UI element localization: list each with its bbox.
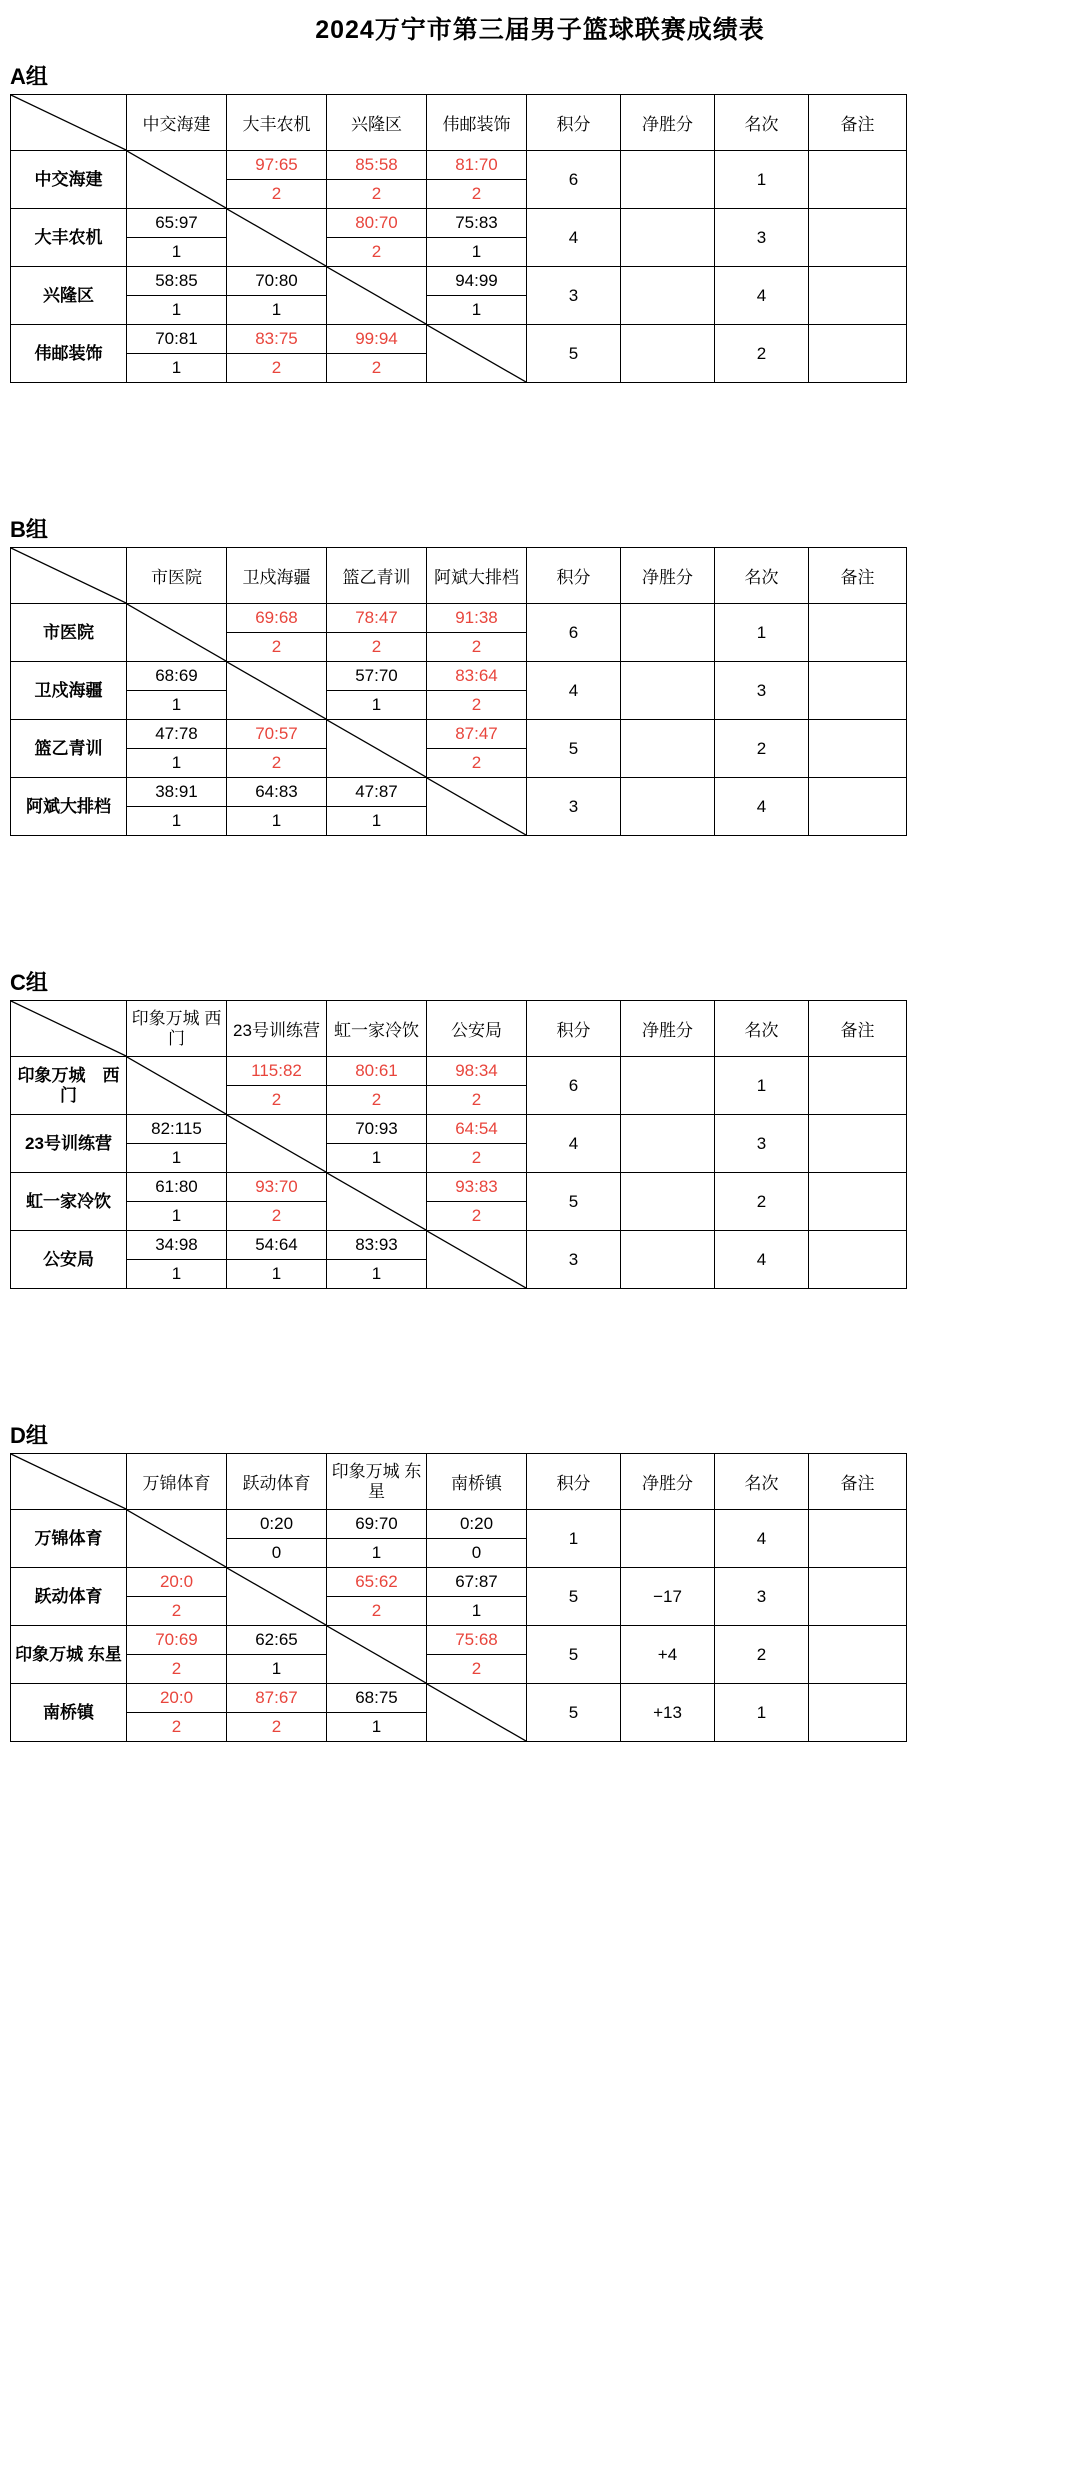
row-team-name: 印象万城 东星 [11,1626,127,1684]
standings-table-d [10,1453,907,1742]
score-cell: 70:57 [227,720,327,749]
point-cell: 1 [127,1260,227,1289]
points-cell: 5 [527,1684,621,1742]
point-cell: 2 [227,749,327,778]
diff-cell [621,778,715,836]
table-row [11,1173,907,1202]
diff-cell [621,325,715,383]
self-cell [227,662,327,720]
diff-cell [621,267,715,325]
score-cell: 81:70 [427,151,527,180]
points-cell: 4 [527,662,621,720]
rank-cell: 4 [715,267,809,325]
page-title: 2024万宁市第三届男子篮球联赛成绩表 [315,16,765,44]
point-cell: 1 [427,296,527,325]
header-opponent-3: 兴隆区 [327,95,427,151]
point-cell: 2 [227,354,327,383]
point-cell: 2 [427,749,527,778]
table-row [11,325,907,354]
score-cell: 68:75 [327,1684,427,1713]
self-cell [427,778,527,836]
section-spacer [0,1299,1080,1419]
header-diff: 净胜分 [621,95,715,151]
score-cell: 115:82 [227,1057,327,1086]
score-cell: 65:62 [327,1568,427,1597]
table-header-row [11,1001,907,1057]
diff-cell: +4 [621,1626,715,1684]
point-cell: 1 [227,807,327,836]
row-team-name: 篮乙青训 [11,720,127,778]
point-cell: 2 [227,1202,327,1231]
rank-cell: 2 [715,325,809,383]
self-cell [127,604,227,662]
header-points: 积分 [527,95,621,151]
score-cell: 70:69 [127,1626,227,1655]
score-cell: 83:64 [427,662,527,691]
rank-cell: 4 [715,1510,809,1568]
note-cell [809,720,907,778]
table-header-row [11,1454,907,1510]
self-cell [127,1057,227,1115]
header-rank: 名次 [715,1454,809,1510]
header-opponent-2: 23号训练营 [227,1001,327,1057]
note-cell [809,209,907,267]
points-cell: 6 [527,151,621,209]
note-cell [809,1057,907,1115]
point-cell: 2 [427,691,527,720]
note-cell [809,662,907,720]
rank-cell: 4 [715,1231,809,1289]
score-cell: 67:87 [427,1568,527,1597]
point-cell: 0 [427,1539,527,1568]
point-cell: 1 [427,1597,527,1626]
point-cell: 2 [127,1713,227,1742]
self-cell [427,1684,527,1742]
point-cell: 2 [427,1086,527,1115]
table-row [11,1626,907,1655]
diff-cell [621,662,715,720]
group-block-b [0,513,1080,836]
note-cell [809,325,907,383]
note-cell [809,604,907,662]
note-cell [809,1231,907,1289]
note-cell [809,1568,907,1626]
corner-cell [11,548,127,604]
score-cell: 80:61 [327,1057,427,1086]
row-team-name: 大丰农机 [11,209,127,267]
score-cell: 93:70 [227,1173,327,1202]
points-cell: 5 [527,1173,621,1231]
points-cell: 4 [527,1115,621,1173]
header-opponent-1: 印象万城 西门 [127,1001,227,1057]
diff-cell [621,1173,715,1231]
table-row [11,151,907,180]
point-cell: 2 [327,180,427,209]
point-cell: 2 [227,1713,327,1742]
point-cell: 1 [127,238,227,267]
group-label-b: B组 [10,517,48,542]
table-row [11,1231,907,1260]
point-cell: 1 [327,1713,427,1742]
score-cell: 83:93 [327,1231,427,1260]
header-note: 备注 [809,1454,907,1510]
rank-cell: 1 [715,1684,809,1742]
score-cell: 83:75 [227,325,327,354]
point-cell: 1 [227,296,327,325]
table-row [11,1057,907,1086]
corner-cell [11,95,127,151]
score-cell: 78:47 [327,604,427,633]
self-cell [327,1173,427,1231]
row-team-name: 万锦体育 [11,1510,127,1568]
group-label-a: A组 [10,64,48,89]
diff-cell [621,720,715,778]
score-cell: 75:68 [427,1626,527,1655]
header-opponent-4: 公安局 [427,1001,527,1057]
row-team-name: 跃动体育 [11,1568,127,1626]
note-cell [809,1626,907,1684]
rank-cell: 2 [715,720,809,778]
score-cell: 34:98 [127,1231,227,1260]
header-rank: 名次 [715,95,809,151]
point-cell: 1 [127,354,227,383]
table-row [11,1115,907,1144]
point-cell: 2 [427,180,527,209]
score-cell: 70:81 [127,325,227,354]
point-cell: 1 [327,807,427,836]
table-row [11,662,907,691]
group-block-a [0,60,1080,383]
header-opponent-1: 市医院 [127,548,227,604]
self-cell [127,151,227,209]
self-cell [227,209,327,267]
row-team-name: 印象万城 西门 [11,1057,127,1115]
rank-cell: 1 [715,151,809,209]
table-row [11,1510,907,1539]
row-team-name: 阿斌大排档 [11,778,127,836]
note-cell [809,1684,907,1742]
points-cell: 3 [527,267,621,325]
rank-cell: 3 [715,1115,809,1173]
self-cell [227,1115,327,1173]
note-cell [809,1173,907,1231]
section-spacer [0,846,1080,966]
header-rank: 名次 [715,548,809,604]
point-cell: 1 [127,807,227,836]
diff-cell [621,151,715,209]
corner-cell [11,1454,127,1510]
point-cell: 1 [227,1260,327,1289]
header-opponent-1: 万锦体育 [127,1454,227,1510]
point-cell: 2 [227,633,327,662]
score-cell: 47:87 [327,778,427,807]
point-cell: 2 [427,1655,527,1684]
header-opponent-3: 印象万城 东星 [327,1454,427,1510]
rank-cell: 3 [715,209,809,267]
point-cell: 1 [127,1202,227,1231]
standings-table-b [10,547,907,836]
rank-cell: 3 [715,1568,809,1626]
score-cell: 58:85 [127,267,227,296]
score-cell: 38:91 [127,778,227,807]
score-cell: 91:38 [427,604,527,633]
header-opponent-2: 大丰农机 [227,95,327,151]
score-cell: 62:65 [227,1626,327,1655]
self-cell [427,1231,527,1289]
section-spacer [0,393,1080,513]
header-opponent-4: 南桥镇 [427,1454,527,1510]
score-cell: 80:70 [327,209,427,238]
score-cell: 87:67 [227,1684,327,1713]
table-header-row [11,95,907,151]
self-cell [327,1626,427,1684]
row-team-name: 公安局 [11,1231,127,1289]
point-cell: 2 [327,238,427,267]
rank-cell: 1 [715,1057,809,1115]
point-cell: 2 [227,180,327,209]
diff-cell: +13 [621,1684,715,1742]
row-team-name: 伟邮装饰 [11,325,127,383]
points-cell: 6 [527,604,621,662]
header-opponent-4: 伟邮装饰 [427,95,527,151]
point-cell: 1 [327,1539,427,1568]
group-label-c: C组 [10,970,48,995]
points-cell: 6 [527,1057,621,1115]
table-row [11,209,907,238]
self-cell [427,325,527,383]
score-cell: 68:69 [127,662,227,691]
point-cell: 1 [127,749,227,778]
score-cell: 64:83 [227,778,327,807]
point-cell: 2 [227,1086,327,1115]
score-cell: 94:99 [427,267,527,296]
score-cell: 69:70 [327,1510,427,1539]
score-cell: 85:58 [327,151,427,180]
diff-cell [621,1231,715,1289]
point-cell: 2 [127,1655,227,1684]
point-cell: 0 [227,1539,327,1568]
points-cell: 4 [527,209,621,267]
score-cell: 47:78 [127,720,227,749]
score-cell: 70:93 [327,1115,427,1144]
point-cell: 1 [327,1144,427,1173]
score-cell: 75:83 [427,209,527,238]
point-cell: 1 [227,1655,327,1684]
diff-cell: −17 [621,1568,715,1626]
header-opponent-4: 阿斌大排档 [427,548,527,604]
score-cell: 97:65 [227,151,327,180]
table-row [11,604,907,633]
points-cell: 5 [527,1626,621,1684]
points-cell: 1 [527,1510,621,1568]
points-cell: 5 [527,325,621,383]
points-cell: 5 [527,720,621,778]
row-team-name: 虹一家冷饮 [11,1173,127,1231]
header-opponent-2: 卫戍海疆 [227,548,327,604]
table-row [11,778,907,807]
point-cell: 2 [427,633,527,662]
point-cell: 1 [327,1260,427,1289]
row-team-name: 23号训练营 [11,1115,127,1173]
points-cell: 3 [527,778,621,836]
note-cell [809,267,907,325]
score-cell: 70:80 [227,267,327,296]
header-points: 积分 [527,1001,621,1057]
diff-cell [621,209,715,267]
header-opponent-3: 篮乙青训 [327,548,427,604]
standings-table-a [10,94,907,383]
point-cell: 1 [327,691,427,720]
rank-cell: 2 [715,1626,809,1684]
self-cell [327,720,427,778]
score-cell: 99:94 [327,325,427,354]
header-rank: 名次 [715,1001,809,1057]
score-cell: 0:20 [427,1510,527,1539]
rank-cell: 3 [715,662,809,720]
point-cell: 2 [327,354,427,383]
group-label-d: D组 [10,1423,48,1448]
point-cell: 1 [427,238,527,267]
note-cell [809,778,907,836]
score-cell: 20:0 [127,1684,227,1713]
header-opponent-3: 虹一家冷饮 [327,1001,427,1057]
score-cell: 54:64 [227,1231,327,1260]
point-cell: 1 [127,1144,227,1173]
point-cell: 2 [327,1597,427,1626]
note-cell [809,151,907,209]
note-cell [809,1115,907,1173]
self-cell [227,1568,327,1626]
header-opponent-2: 跃动体育 [227,1454,327,1510]
point-cell: 2 [427,1202,527,1231]
row-team-name: 南桥镇 [11,1684,127,1742]
table-header-row [11,548,907,604]
header-points: 积分 [527,548,621,604]
point-cell: 2 [327,633,427,662]
header-note: 备注 [809,548,907,604]
rank-cell: 2 [715,1173,809,1231]
point-cell: 1 [127,296,227,325]
point-cell: 2 [427,1144,527,1173]
table-row [11,1684,907,1713]
self-cell [127,1510,227,1568]
score-cell: 57:70 [327,662,427,691]
row-team-name: 中交海建 [11,151,127,209]
header-opponent-1: 中交海建 [127,95,227,151]
row-team-name: 市医院 [11,604,127,662]
score-cell: 20:0 [127,1568,227,1597]
table-row [11,267,907,296]
score-cell: 0:20 [227,1510,327,1539]
header-diff: 净胜分 [621,1001,715,1057]
self-cell [327,267,427,325]
point-cell: 2 [327,1086,427,1115]
score-cell: 61:80 [127,1173,227,1202]
points-cell: 5 [527,1568,621,1626]
rank-cell: 4 [715,778,809,836]
row-team-name: 卫戍海疆 [11,662,127,720]
header-diff: 净胜分 [621,548,715,604]
score-cell: 69:68 [227,604,327,633]
score-cell: 87:47 [427,720,527,749]
table-row [11,1568,907,1597]
score-cell: 98:34 [427,1057,527,1086]
diff-cell [621,604,715,662]
points-cell: 3 [527,1231,621,1289]
row-team-name: 兴隆区 [11,267,127,325]
header-note: 备注 [809,1001,907,1057]
score-cell: 64:54 [427,1115,527,1144]
point-cell: 2 [127,1597,227,1626]
header-note: 备注 [809,95,907,151]
point-cell: 1 [127,691,227,720]
group-block-c [0,966,1080,1289]
score-cell: 82:115 [127,1115,227,1144]
standings-table-c [10,1000,907,1289]
group-block-d [0,1419,1080,1742]
diff-cell [621,1115,715,1173]
diff-cell [621,1057,715,1115]
score-cell: 65:97 [127,209,227,238]
corner-cell [11,1001,127,1057]
header-diff: 净胜分 [621,1454,715,1510]
note-cell [809,1510,907,1568]
table-row [11,720,907,749]
header-points: 积分 [527,1454,621,1510]
score-cell: 93:83 [427,1173,527,1202]
diff-cell [621,1510,715,1568]
rank-cell: 1 [715,604,809,662]
